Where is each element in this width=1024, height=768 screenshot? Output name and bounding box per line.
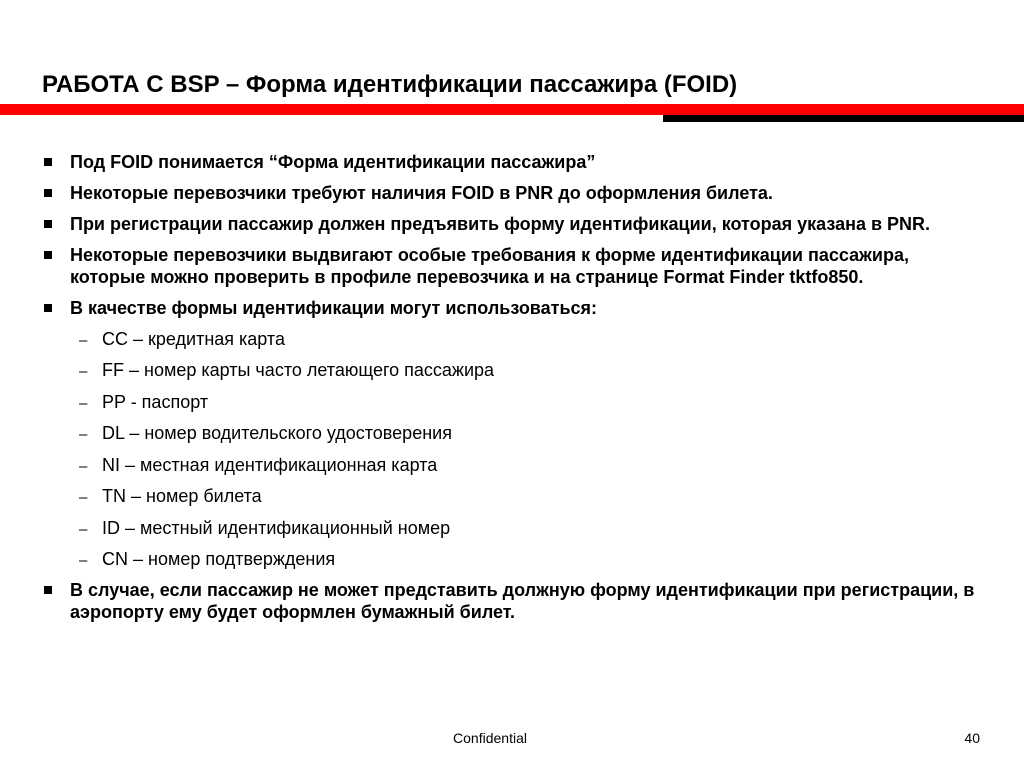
sub-bullet-text: PP - паспорт xyxy=(102,391,209,412)
bullet-item xyxy=(44,183,984,205)
bullet-text: При регистрации пассажир должен предъявить форму идентификации, которая указана в PNR. xyxy=(70,214,931,234)
bullet-item xyxy=(44,214,950,236)
page-number: 40 xyxy=(964,730,980,746)
footer-confidential: Confidential xyxy=(453,730,527,746)
sub-bullet-item xyxy=(44,360,984,382)
bullet-item xyxy=(44,152,984,174)
square-bullet-icon xyxy=(44,586,52,594)
dash-bullet-icon: – xyxy=(79,363,88,380)
title-underline-black xyxy=(663,115,1024,122)
dash-bullet-icon: – xyxy=(79,426,88,443)
sub-bullet-item xyxy=(44,455,984,477)
bullet-text: Под FOID понимается “Форма идентификации пассажира” xyxy=(70,152,596,172)
sub-bullet-text: DL – номер водительского удостоверения xyxy=(102,423,452,443)
dash-bullet-icon: – xyxy=(79,489,88,506)
sub-bullet-item xyxy=(44,518,984,540)
bullet-text: В случае, если пассажир не может представить должную форму идентификации при регистрации, в аэропорту ему будет оформлен бумажный билет. xyxy=(70,580,975,622)
square-bullet-icon xyxy=(44,189,52,197)
title-underline-red xyxy=(0,104,1024,115)
dash-bullet-icon: – xyxy=(79,552,88,569)
sub-bullet-text: FF – номер карты часто летающего пассажира xyxy=(102,360,495,380)
square-bullet-icon xyxy=(44,304,52,312)
sub-bullet-item xyxy=(44,549,984,571)
sub-bullet-item xyxy=(44,486,984,508)
square-bullet-icon xyxy=(44,251,52,259)
bullet-text: Некоторые перевозчики выдвигают особые требования к форме идентификации пассажира, которые можно проверить в профиле перевозчика и на странице Format Finder tktfo850. xyxy=(70,245,909,287)
bullet-item xyxy=(44,580,984,623)
sub-bullet-item xyxy=(44,329,984,351)
slide-content xyxy=(44,152,984,623)
bullet-text: В качестве формы идентификации могут использоваться: xyxy=(70,297,598,318)
sub-bullet-text: ID – местный идентификационный номер xyxy=(102,517,451,538)
dash-bullet-icon: – xyxy=(79,457,88,475)
square-bullet-icon xyxy=(44,158,52,166)
sub-bullet-text: NI – местная идентификационная карта xyxy=(102,454,438,475)
dash-bullet-icon: – xyxy=(79,394,88,412)
bullet-item xyxy=(44,245,984,288)
bullet-text: Некоторые перевозчики требуют наличия FOID в PNR до оформления билета. xyxy=(70,183,773,203)
dash-bullet-icon: – xyxy=(79,520,88,538)
slide-title: РАБОТА С BSP – Форма идентификации пассажира (FOID) xyxy=(42,71,738,98)
sub-bullet-item xyxy=(44,423,984,445)
square-bullet-icon xyxy=(44,220,52,228)
sub-bullet-text: CN – номер подтверждения xyxy=(102,549,336,569)
sub-bullet-text: CC – кредитная карта xyxy=(102,328,285,349)
sub-bullet-item xyxy=(44,392,984,414)
bullet-item xyxy=(44,298,984,320)
sub-bullet-text: TN – номер билета xyxy=(102,486,262,506)
dash-bullet-icon: – xyxy=(79,331,88,349)
